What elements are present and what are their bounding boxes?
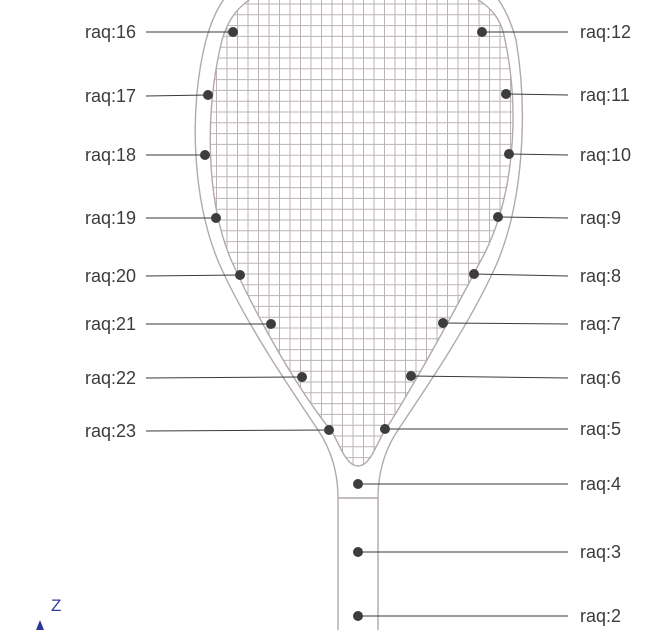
leader-line xyxy=(506,94,568,95)
marker-label: raq:19 xyxy=(84,208,136,228)
marker-dot[interactable] xyxy=(380,424,390,434)
marker-label: raq:18 xyxy=(84,145,136,165)
frame-inner-contour xyxy=(210,0,513,466)
leader-line xyxy=(146,377,302,378)
marker-dot[interactable] xyxy=(501,89,511,99)
marker-label: raq:10 xyxy=(580,145,632,165)
marker-label: raq:8 xyxy=(580,266,622,286)
marker-label: raq:7 xyxy=(580,314,622,334)
marker-dot[interactable] xyxy=(353,611,363,621)
leader-line xyxy=(443,323,568,324)
marker-dot[interactable] xyxy=(228,27,238,37)
marker-label: raq:20 xyxy=(84,266,136,286)
marker-label: raq:4 xyxy=(580,474,622,494)
marker-dot[interactable] xyxy=(235,270,245,280)
marker-dot[interactable] xyxy=(211,213,221,223)
marker-label: raq:5 xyxy=(580,419,622,439)
marker-dot[interactable] xyxy=(504,149,514,159)
leader-line xyxy=(474,274,568,276)
leader-line xyxy=(509,154,568,155)
leader-line xyxy=(411,376,568,378)
marker-dot[interactable] xyxy=(469,269,479,279)
marker-layer xyxy=(85,22,631,626)
leader-line xyxy=(146,275,240,276)
marker-dot[interactable] xyxy=(324,425,334,435)
marker-label: raq:3 xyxy=(580,542,622,562)
axis-indicator xyxy=(36,596,61,630)
leader-line xyxy=(498,217,568,218)
marker-label: raq:21 xyxy=(84,314,136,334)
marker-label: raq:23 xyxy=(84,421,136,441)
marker-dot[interactable] xyxy=(353,547,363,557)
marker-label: raq:6 xyxy=(580,368,622,388)
racket-frame xyxy=(195,0,522,630)
frame-outer-contour xyxy=(195,0,522,498)
marker-label: raq:11 xyxy=(580,85,630,105)
marker-dot[interactable] xyxy=(297,372,307,382)
marker-label: raq:16 xyxy=(84,22,136,42)
string-bed xyxy=(200,0,520,470)
marker-dot[interactable] xyxy=(200,150,210,160)
racket-handle xyxy=(338,498,378,630)
marker-label: raq:2 xyxy=(580,606,622,626)
leader-line xyxy=(146,430,329,431)
marker-label: raq:17 xyxy=(84,86,136,106)
marker-dot[interactable] xyxy=(353,479,363,489)
axis-arrow-icon xyxy=(36,620,44,630)
marker-dot[interactable] xyxy=(203,90,213,100)
marker-label: raq:9 xyxy=(580,208,622,228)
marker-label: raq:22 xyxy=(84,368,136,388)
marker-dot[interactable] xyxy=(493,212,503,222)
leader-line xyxy=(146,95,208,96)
marker-label: raq:12 xyxy=(580,22,632,42)
axis-label: Z xyxy=(51,596,62,615)
marker-dot[interactable] xyxy=(477,27,487,37)
marker-dot[interactable] xyxy=(406,371,416,381)
marker-dot[interactable] xyxy=(266,319,276,329)
marker-dot[interactable] xyxy=(438,318,448,328)
